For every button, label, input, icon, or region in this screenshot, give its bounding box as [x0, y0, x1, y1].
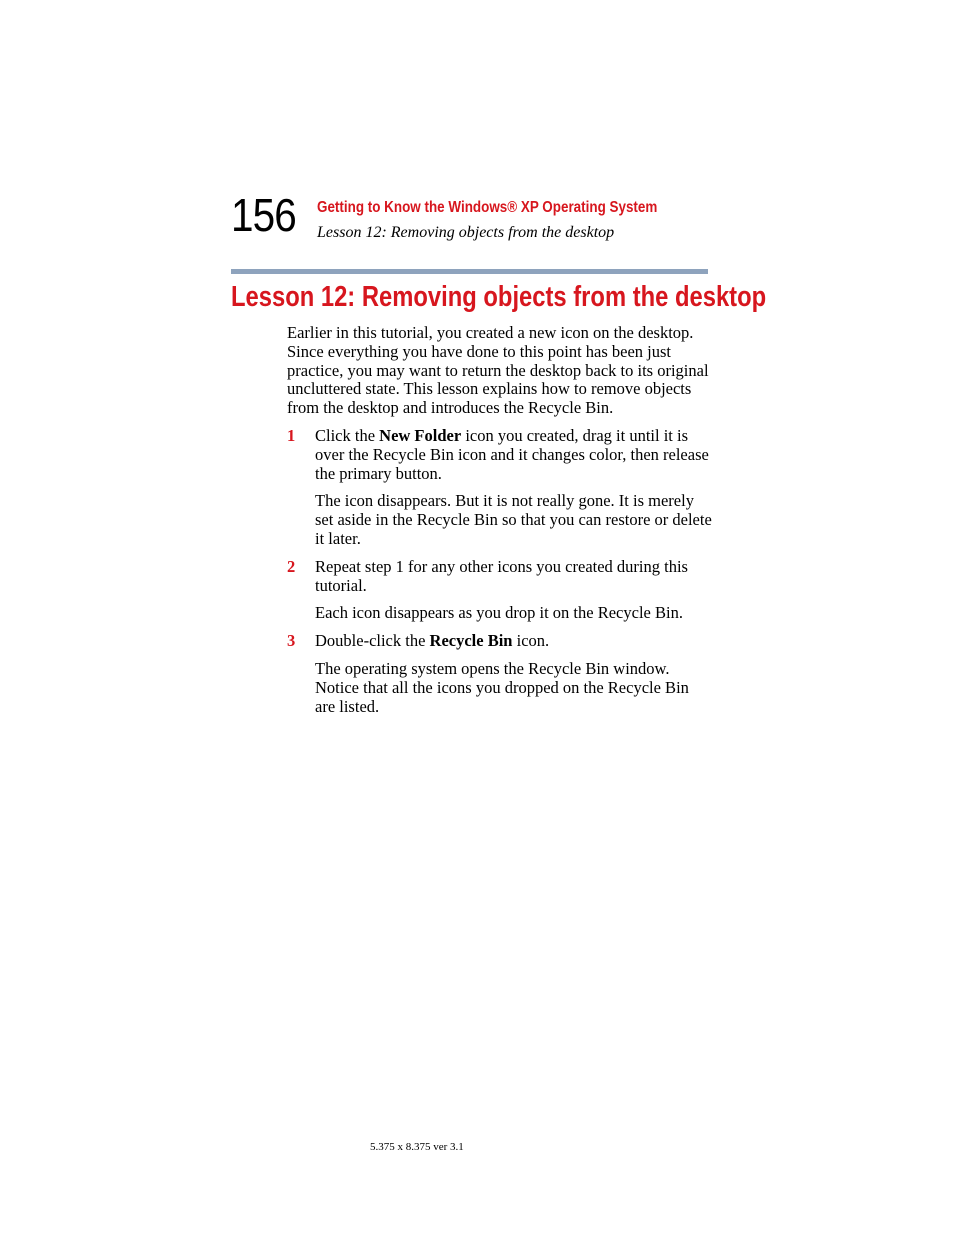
step-2	[287, 558, 712, 596]
step-number: 3	[287, 631, 296, 651]
step-3	[287, 632, 712, 651]
step-text: Double-click the	[315, 631, 430, 651]
step-text: Repeat step 1 for any other icons you created during this tutorial.	[315, 556, 688, 595]
section-divider	[231, 269, 708, 274]
step-bold-term: New Folder	[379, 425, 462, 445]
step-number: 1	[287, 425, 296, 445]
lesson-title: Lesson 12: Removing objects from the desktop	[231, 281, 767, 313]
step-text: icon you created, drag it until it is over the Recycle Bin icon and it changes color, then release the primary button.	[315, 425, 709, 483]
step-2-result: Each icon disappears as you drop it on the Recycle Bin.	[315, 603, 683, 623]
step-number: 2	[287, 556, 296, 576]
footer-version: 5.375 x 8.375 ver 3.1	[370, 1141, 464, 1153]
page-number: 156	[231, 189, 296, 241]
section-title: Lesson 12: Removing objects from the desktop	[317, 224, 615, 241]
chapter-title: Getting to Know the Windows® XP Operating System	[317, 199, 658, 216]
step-bold-term: Recycle Bin	[429, 631, 513, 651]
lesson-intro: Earlier in this tutorial, you created a new icon on the desktop. Since everything you have done to this point has been just practice, you may want to return the desktop back to its original uncluttered state. This lesson explains how to remove objects from the desktop and introduces the Recycle Bin.	[287, 323, 709, 418]
step-1	[287, 427, 712, 483]
step-3-result: The operating system opens the Recycle Bin window. Notice that all the icons you dropped on the Recycle Bin are listed.	[315, 658, 689, 716]
step-text: Click the	[315, 425, 380, 445]
step-1-result: The icon disappears. But it is not really gone. It is merely set aside in the Recycle Bin so that you can restore or delete it later.	[315, 491, 712, 548]
lesson-body	[287, 324, 712, 725]
step-text: icon.	[512, 631, 550, 651]
